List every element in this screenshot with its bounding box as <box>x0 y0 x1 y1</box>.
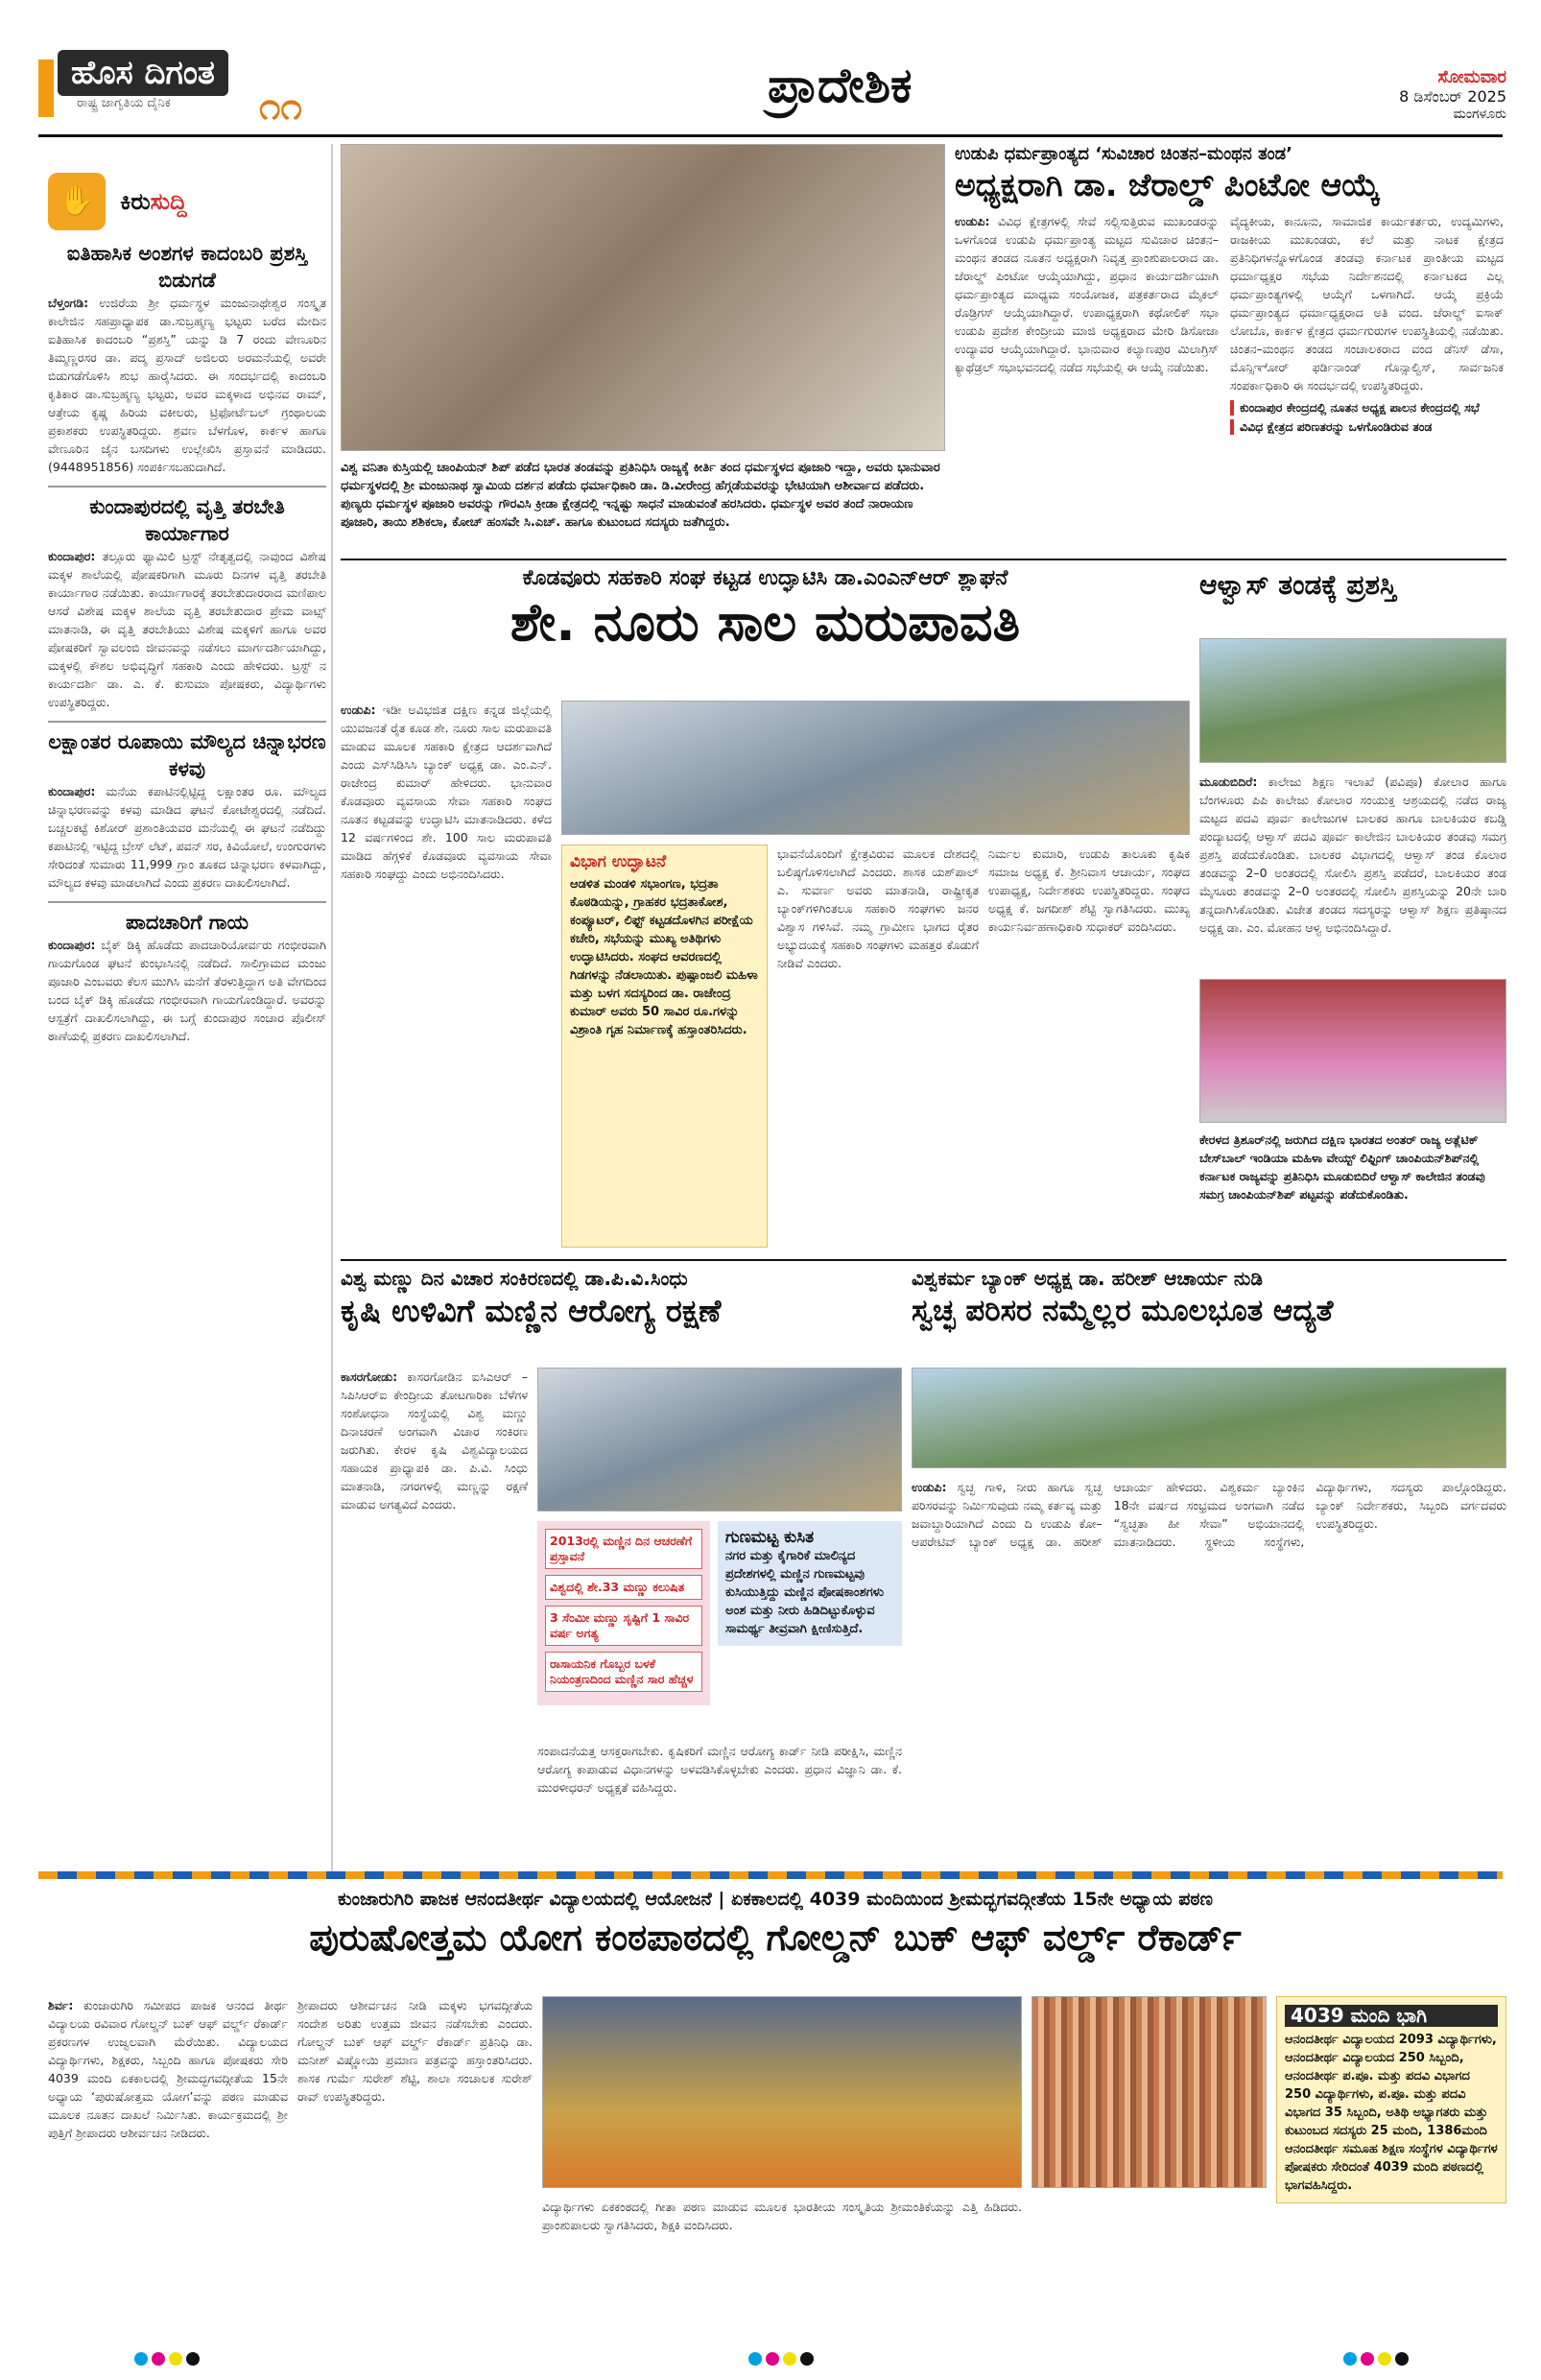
page-number: ೧೧ <box>259 84 302 129</box>
section-title: ಪ್ರಾದೇಶಿಕ <box>768 58 913 113</box>
soil-body-right: ಸಂಪಾದನೆಯತ್ತ ಆಸಕ್ತರಾಗಬೇಕು. ಕೃಷಿಕರಿಗೆ ಮಣ್ಣಿನ ಆರೋಗ್ಯ ಕಾರ್ಡ್ ನೀಡಿ ಪರೀಕ್ಷಿಸಿ, ಮಣ್ಣಿನ ಆರೋಗ್ಯ ಕಾಪಾಡುವ ವಿಧಾನಗಳನ್ನು ಅಳವಡಿಸಿಕೊಳ್ಳಬೇಕು ಎಂದರು. ಪ್ರಧಾನ ವಿಜ್ಞಾನಿ ಡಾ. ಕೆ. ಮುರಳೀಧರನ್ ಅಧ್ಯಕ್ಷತೆ ವಹಿಸಿದ್ದರು. <box>537 1744 902 1795</box>
logo-text: ಹೊಸ ದಿಗಂತ <box>58 50 228 96</box>
kodavoor-story <box>341 566 1190 655</box>
alvas-story <box>1199 566 1506 605</box>
bank-headline: ಸ್ವಚ್ಛ ಪರಿಸರ ನಮ್ಮೆಲ್ಲರ ಮೂಲಭೂತ ಆದ್ಯತೆ <box>912 1294 1334 1328</box>
infobox-body: ಆಡಳಿತ ಮಂಡಳಿ ಸಭಾಂಗಣ, ಭದ್ರತಾ ಕೊಠಡಿಯನ್ನು, ಗ್ರಾಹಕರ ಭದ್ರತಾಕೋಶ, ಕಂಪ್ಯೂಟರ್, ಲಿಫ್ಟ್ ಕಟ್ಟಡದೊಳಗಿನ ಪರೀಕ್ಷೆಯ ಕಚೇರಿ, ಸಭೆಯನ್ನು ಮುಖ್ಯ ಅತಿಥಿಗಳು ಉದ್ಘಾಟಿಸಿದರು. ಸಂಘದ ಆವರಣದಲ್ಲಿ ಗಿಡಗಳನ್ನು ನೆಡಲಾಯಿತು. ಪುಷ್ಪಾಂಜಲಿ ಮಹಿಳಾ ಮತ್ತು ಬಳಗ ಸದಸ್ಯರಿಂದ ಡಾ. ರಾಜೇಂದ್ರ ಕುಮಾರ್ ಅವರು 50 ಸಾವಿರ ರೂ.ಗಳನ್ನು ವಿಶ್ರಾಂತಿ ಗೃಹ ನಿರ್ಮಾಣಕ್ಕೆ ಹಸ್ತಾಂತರಿಸಿದರು. <box>570 877 758 1037</box>
yoga-body-mid: ಶ್ರೀಪಾದರು ಆಶೀರ್ವಚನ ನೀಡಿ ಮಕ್ಕಳು ಭಗವದ್ಗೀತೆಯ ಸಂದೇಶ ಅರಿತು ಉತ್ತಮ ಜೀವನ ನಡೆಸಬೇಕು ಎಂದರು. ಗೋಲ್ಡನ್ ಬುಕ್ ಆಫ್ ವರ್ಲ್ಡ್ ರೆಕಾರ್ಡ್ ಪ್ರತಿನಿಧಿ ಡಾ. ಮನೀಶ್ ವಿಷ್ಣೋಯಿ ಪ್ರಮಾಣ ಪತ್ರವನ್ನು ಹಸ್ತಾಂತರಿಸಿದರು. ಶಾಸಕ ಗುರ್ಮೆ ಸುರೇಶ್ ಶೆಟ್ಟಿ, ಶಾಲಾ ಸಂಚಾಲಕ ಸುರೇಶ್ ರಾವ್ ಉಪಸ್ಥಿತರಿದ್ದರು. <box>297 1998 533 2104</box>
yoga-body-right: ವಿದ್ಯಾರ್ಥಿಗಳು ಏಕಕಂಠದಲ್ಲಿ ಗೀತಾ ಪಠಣ ಮಾಡುವ ಮೂಲಕ ಭಾರತೀಯ ಸಂಸ್ಕೃತಿಯ ಶ್ರೀಮಂತಿಕೆಯನ್ನು ಎತ್ತಿ ಹಿಡಿದರು. ಪ್ರಾಂಶುಪಾಲರು ಸ್ವಾಗತಿಸಿದರು, ಶಿಕ್ಷಕಿ ವಂದಿಸಿದರು. <box>542 2200 1022 2232</box>
alvas-photo-1 <box>1199 638 1506 763</box>
alvas-caption: ಕೇರಳದ ತ್ರಿಶೂರ್‌ನಲ್ಲಿ ಜರುಗಿದ ದಕ್ಷಿಣ ಭಾರತದ ಅಂತರ್ ರಾಜ್ಯ ಅತ್ಲೆಟಿಕ್ ಬೇಸ್‌ಬಾಲ್ ಇಂಡಿಯಾ ಮಹಿಳಾ ವೇಯ್ಟ್ ಲಿಫ್ಟಿಂಗ್ ಚಾಂಪಿಯನ್‌ಶಿಪ್‌ನಲ್ಲಿ ಕರ್ನಾಟಕ ರಾಜ್ಯವನ್ನು ಪ್ರತಿನಿಧಿಸಿ ಮೂಡುಬಿದಿರೆ ಆಳ್ವಾಸ್ ಕಾಲೇಜಿನ ತಂಡವು ಸಮಗ್ರ ಚಾಂಪಿಯನ್‌ಶಿಪ್ ಪಟ್ಟವನ್ನು ಪಡೆದುಕೊಂಡಿತು. <box>1199 1132 1485 1202</box>
bank-photo <box>912 1368 1506 1468</box>
yoga-headline: ಪುರುಷೋತ್ತಮ ಯೋಗ ಕಂಠಪಾಠದಲ್ಲಿ ಗೋಲ್ಡನ್ ಬುಕ್ ಆಫ್ ವರ್ಲ್ಡ್ ರೆಕಾರ್ಡ್ <box>309 1916 1242 1959</box>
soil-headline: ಕೃಷಿ ಉಳಿವಿಗೆ ಮಣ್ಣಿನ ಆರೋಗ್ಯ ರಕ್ಷಣೆ <box>341 1293 722 1329</box>
masthead-accent-bar <box>38 60 54 117</box>
kodavoor-headline: ಶೇ. ನೂರು ಸಾಲ ಮರುಪಾವತಿ <box>510 592 1021 653</box>
kirusuddi-suffix: ಸುದ್ದಿ <box>150 188 187 215</box>
bank-dateline: ಉಡುಪಿ: <box>912 1480 947 1494</box>
yoga-divider-strip <box>38 1871 1503 1879</box>
udupi-point: ವಿವಿಧ ಕ್ಷೇತ್ರದ ಪರಿಣತರನ್ನು ಒಳಗೊಂಡಿರುವ ತಂಡ <box>1230 419 1504 435</box>
infobox-title: ವಿಭಾಗ ಉದ್ಘಾಟನೆ <box>570 852 667 871</box>
udupi-headline: ಅಧ್ಯಕ್ಷರಾಗಿ ಡಾ. ಜೆರಾಲ್ಡ್ ಪಿಂಟೋ ಆಯ್ಕೆ <box>955 166 1381 203</box>
yoga-story <box>48 1889 1503 1965</box>
brief-headline: ಐತಿಹಾಸಿಕ ಅಂಶಗಳ ಕಾದಂಬರಿ ಪ್ರಶಸ್ತಿ ಬಿಡುಗಡೆ <box>66 242 308 292</box>
alvas-body-text: ಕಾಲೇಜು ಶಿಕ್ಷಣ ಇಲಾಖೆ (ಪವಿಪೂ) ಕೋಲಾರ ಹಾಗೂ ಬೆಂಗಳೂರು ಪಿಪಿ ಕಾಲೇಜು ಕೋಲಾರ ಸಂಯುಕ್ತ ಆಶ್ರಯದಲ್ಲಿ ನಡೆದ ರಾಜ್ಯ ಮಟ್ಟದ ಪದವಿ ಪೂರ್ವ ಕಾಲೇಜುಗಳ ಬಾಲಕರ ಹಾಗೂ ಬಾಲಕಿಯರ ಕಬಡ್ಡಿ ಪಂದ್ಯಾಟದಲ್ಲಿ ಆಳ್ವಾಸ್ ಪದವಿ ಪೂರ್ವ ಕಾಲೇಜಿನ ಬಾಲಕಿಯರ ತಂಡವು ಸಮಗ್ರ ಪ್ರಶಸ್ತಿ ಪಡೆದುಕೊಂಡಿತು. ಬಾಲಕರ ವಿಭಾಗದಲ್ಲಿ ಆಳ್ವಾಸ್ ತಂಡ ಕೊಲಾರ ತಂಡವನ್ನು 2–0 ಅಂತರದಲ್ಲಿ ಸೋಲಿಸಿ ಪ್ರಶಸ್ತಿ ಪಡೆದರೆ, ಬಾಲಕಿಯರ ತಂಡ ಮೈಸೂರು ತಂಡವನ್ನು 2–0 ಅಂತರದಲ್ಲಿ ಸೋಲಿಸಿ ಪ್ರಶಸ್ತಿಯನ್ನು 20ನೇ ಬಾರಿ ತನ್ನದಾಗಿಸಿಕೊಂಡಿತು. ವಿಜೇತ ತಂಡದ ಸದಸ್ಯರನ್ನು ಆಳ್ವಾಸ್ ಶಿಕ್ಷಣ ಪ್ರತಿಷ್ಠಾನದ ಅಧ್ಯಕ್ಷ ಡಾ. ಎಂ. ಮೋಹನ ಆಳ್ವ ಅಭಿನಂದಿಸಿದ್ದಾರೆ. <box>1199 774 1506 935</box>
yoga-body-left-text: ಕುಂಜಾರುಗಿರಿ ಸಮೀಪದ ಪಾಜಕ ಆನಂದ ತೀರ್ಥ ವಿದ್ಯಾಲಯ ರವಿವಾರ ಗೋಲ್ಡನ್ ಬುಕ್ ಆಫ್ ವರ್ಲ್ಡ್ ರೆಕಾರ್ಡ್ ಪ್ರಕರಣಗಳ ಉಜ್ವಲವಾಗಿ ಮೆರೆಯಿತು. ವಿದ್ಯಾಲಯದ ವಿದ್ಯಾರ್ಥಿಗಳು, ಶಿಕ್ಷಕರು, ಸಿಬ್ಬಂದಿ ಹಾಗೂ ಪೋಷಕರು ಸೇರಿ 4039 ಮಂದಿ ಏಕಕಾಲದಲ್ಲಿ ಶ್ರೀಮದ್ಭಗವದ್ಗೀತೆಯ 15ನೇ ಅಧ್ಯಾಯ ‘ಪುರುಷೋತ್ತಮ ಯೋಗ’ವನ್ನು ಪಠಣ ಮಾಡುವ ಮೂಲಕ ನೂತನ ದಾಖಲೆ ನಿರ್ಮಿಸಿತು. ಕಾರ್ಯಕ್ರಮದಲ್ಲಿ ಶ್ರೀ ಪುತ್ತಿಗೆ ಶ್ರೀಪಾದರು ಆಶೀರ್ವಚನ ನೀಡಿದರು. <box>48 1998 288 2140</box>
yoga-crowd-photo <box>1031 1996 1267 2188</box>
brief-headline: ಪಾದಚಾರಿಗೆ ಗಾಯ <box>125 911 249 934</box>
masthead-rule <box>38 134 1503 137</box>
brief-body: ಉಜಿರೆಯ ಶ್ರೀ ಧರ್ಮಸ್ಥಳ ಮಂಜುನಾಥೇಶ್ವರ ಸಂಸ್ಕೃತ ಕಾಲೇಜಿನ ಸಹಪ್ರಾಧ್ಯಾಪಕ ಡಾ.ಸುಬ್ರಹ್ಮಣ್ಯ ಭಟ್ಟರು ಬರೆದ ಮೇದಿನ ಐತಿಹಾಸಿಕ ಕಾದಂಬರಿ “ಪ್ರಶಸ್ತಿ” ಯನ್ನು ಡಿ 7 ರಂದು ವೇಣೂರಿನ ತಿಮ್ಮಣ್ಣರಸರ ಡಾ. ಪದ್ಮ ಪ್ರಸಾದ್ ಅಜಿಲರು ಅರಮನೆಯಲ್ಲಿ ಅವರೇ ಬಿಡುಗಡೆಗೊಳಿಸಿ ಶುಭ ಹಾರೈಸಿದರು. ಈ ಸಂದರ್ಭದಲ್ಲಿ ಕಾದಂಬರಿ ಕೃತಿಕಾರ ಡಾ.ಸುಬ್ರಹ್ಮಣ್ಯ ಭಟ್ಟರು, ಅವರ ಮಕ್ಕಳಾದ ಅಭಿನವ ರಾಮ್, ಆತ್ರೇಯ ಕೃಷ್ಣ ಹಿರಿಯ ವಕೀಲರು, ಟ್ರಿಫೋರ್ಟೆಬಲ್ ಗ್ರಂಥಾಲಯ ಪ್ರಕಾಶಕರು ಉಪಸ್ಥಿತರಿದ್ದರು. ಶ್ರವಣ ಬೆಳಗೊಳ, ಕಾರ್ಕಳ ಹಾಗೂ ವೇಣೂರಿನ ಜೈನ ಬಸದಿಗಳು ಉಲ್ಲೇಖಿಸಿ ಪ್ರಸ್ತಾವನೆ ಮಾಡಿದರು. (9448951856) ಸಂಪರ್ಕಿಸಬಹುದಾಗಿದೆ. <box>48 296 326 474</box>
logo-tagline: ರಾಷ್ಟ್ರ ಜಾಗೃತಿಯ ದೈನಿಕ <box>77 96 171 110</box>
soil-body-left-text: ಕಾಸರಗೋಡಿನ ಐಸಿಎಆರ್ – ಸಿಪಿಸಿಆರ್‌ಐ ಕೇಂದ್ರೀಯ ತೋಟಗಾರಿಕಾ ಬೆಳೆಗಳ ಸಂಶೋಧನಾ ಸಂಸ್ಥೆಯಲ್ಲಿ ವಿಶ್ವ ಮಣ್ಣು ದಿನಾಚರಣೆ ಅಂಗವಾಗಿ ವಿಚಾರ ಸಂಕಿರಣ ಜರುಗಿತು. ಕೇರಳ ಕೃಷಿ ವಿಶ್ವವಿದ್ಯಾಲಯದ ಸಹಾಯಕ ಪ್ರಾಧ್ಯಾಪಕಿ ಡಾ. ಪಿ.ವಿ. ಸಿಂಧು ಮಾತನಾಡಿ, ನಗರಗಳಲ್ಲಿ ಮಣ್ಣನ್ನು ರಕ್ಷಣೆ ಮಾಡುವ ಅಗತ್ಯವಿದೆ ಎಂದರು. <box>341 1369 528 1511</box>
bank-body <box>912 1478 1506 1551</box>
kodavoor-body-right: ನಿರ್ಮಲ ಕುಮಾರಿ, ಉಡುಪಿ ತಾಲೂಕು ಕೃಷಿಕ ಸಮಾಜ ಅಧ್ಯಕ್ಷ ಕೆ. ಶ್ರೀನಿವಾಸ ಆಚಾರ್ಯ, ಸಂಘದ ಉಪಾಧ್ಯಕ್ಷ, ನಿರ್ದೇಶಕರು ಉಪಸ್ಥಿತರಿದ್ದರು. ಸಂಘದ ಅಧ್ಯಕ್ಷ ಕೆ. ಜಗದೀಶ್ ಶೆಟ್ಟಿ ಸ್ವಾಗತಿಸಿದರು. ಮುಖ್ಯ ಕಾರ್ಯನಿರ್ವಹಣಾಧಿಕಾರಿ ಸುಧಾಕರ್ ವಂದಿಸಿದರು. <box>988 846 1190 934</box>
issue-date: 8 ಡಿಸೆಂಬರ್ 2025 <box>1399 87 1506 106</box>
soil-fact: 3 ಸೆಂಮೀ ಮಣ್ಣು ಸೃಷ್ಟಿಗೆ 1 ಸಾವಿರ ವರ್ಷ ಅಗತ್ಯ <box>545 1606 702 1646</box>
soil-dateline: ಕಾಸರಗೋಡು: <box>341 1369 398 1384</box>
brief-body: ತಲ್ಲೂರು ಫ್ಯಾಮಿಲಿ ಟ್ರಸ್ಟ್ ನೇತೃತ್ವದಲ್ಲಿ ನಾವುಂದ ವಿಶೇಷ ಮಕ್ಕಳ ಶಾಲೆಯಲ್ಲಿ ಪೋಷಕರಿಗಾಗಿ ಮೂರು ದಿನಗಳ ವೃತ್ತಿ ತರಬೇತಿ ಕಾರ್ಯಾಗಾರ ನಡೆಯಿತು. ಕಾರ್ಯಾಗಾರಕ್ಕೆ ತರಬೇತುದಾರರಾದ ಮಣಿಪಾಲ ಆಸರೆ ವಿಶೇಷ ಮಕ್ಕಳ ಶಾಲೆಯ ವೃತ್ತಿ ತರಬೇತುದಾರ ಪ್ರೇಮ ವಾಟ್ಸ್ ಮಾತನಾಡಿ, ಈ ವೃತ್ತಿ ತರಬೇತಿಯು ವಿಶೇಷ ಮಕ್ಕಳಿಗೆ ಹಾಗೂ ಅವರ ಪೋಷಕರಿಗೆ ಸ್ವಾವಲಂಬಿ ಜೀವನವನ್ನು ನಡೆಸಲು ಮಾರ್ಗದರ್ಶಿಯಾಗಿದ್ದು, ಮಕ್ಕಳಲ್ಲಿ ಕೌಶಲ ಅಭಿವೃದ್ಧಿಗೆ ಸಹಕಾರಿ ಎಂದು ಹೇಳಿದರು. ಟ್ರಸ್ಟ್ ನ ಕಾರ್ಯದರ್ಶಿ ಡಾ. ಎ. ಕೆ. ಕುಸುಮಾ ಪೋಷಕರು, ವಿದ್ಯಾರ್ಥಿಗಳು ಉಪಸ್ಥಿತರಿದ್ದರು. <box>48 549 326 709</box>
brief-dateline: ಬೆಳ್ತಂಗಡಿ: <box>48 296 89 310</box>
brief-item <box>48 240 326 476</box>
yoga-participants-box <box>1276 1996 1506 2203</box>
soil-photo <box>537 1368 902 1511</box>
quality-body: ನಗರ ಮತ್ತು ಕೈಗಾರಿಕೆ ಮಾಲಿನ್ಯದ ಪ್ರದೇಶಗಳಲ್ಲಿ ಮಣ್ಣಿನ ಗುಣಮಟ್ಟವು ಕುಸಿಯುತ್ತಿದ್ದು ಮಣ್ಣಿನ ಪೋಷಕಾಂಶಗಳು ಅಂಶ ಮತ್ತು ನೀರು ಹಿಡಿದಿಟ್ಟುಕೊಳ್ಳುವ ಸಾಮರ್ಥ್ಯ ತೀವ್ರವಾಗಿ ಕ್ಷೀಣಿಸುತ್ತಿದೆ. <box>725 1549 884 1636</box>
brief-dateline: ಕುಂದಾಪುರ: <box>48 784 96 798</box>
soil-fact: ರಾಸಾಯನಿಕ ಗೊಬ್ಬರ ಬಳಕೆ ನಿಯಂತ್ರಣದಿಂದ ಮಣ್ಣಿನ ಸಾರ ಹೆಚ್ಚಳ <box>545 1652 702 1692</box>
participants-body: ಆನಂದತೀರ್ಥ ವಿದ್ಯಾಲಯದ 2093 ವಿದ್ಯಾರ್ಥಿಗಳು, ಆನಂದತೀರ್ಥ ವಿದ್ಯಾಲಯದ 250 ಸಿಬ್ಬಂದಿ, ಆನಂದತೀರ್ಥ ಪ.ಪೂ. ಮತ್ತು ಪದವಿ ವಿಭಾಗದ 250 ವಿದ್ಯಾರ್ಥಿಗಳು, ಪ.ಪೂ. ಮತ್ತು ಪದವಿ ವಿಭಾಗದ 35 ಸಿಬ್ಬಂದಿ, ಅತಿಥಿ ಅಭ್ಯಾಗತರು ಮತ್ತು ಕುಟುಂಬದ ಸದಸ್ಯರು 25 ಮಂದಿ, 1386ಮಂದಿ ಆನಂದತೀರ್ಥ ಸಮೂಹ ಶಿಕ್ಷಣ ಸಂಸ್ಥೆಗಳ ವಿದ್ಯಾರ್ಥಿಗಳ ಪೋಷಕರು ಸೇರಿದಂತೆ 4039 ಮಂದಿ ಪಠಣದಲ್ಲಿ ಭಾಗವಹಿಸಿದ್ದರು. <box>1285 2033 1498 2193</box>
dateline-box <box>1286 67 1506 122</box>
bank-kicker: ವಿಶ್ವಕರ್ಮ ಬ್ಯಾಂಕ್ ಅಧ್ಯಕ್ಷ ಡಾ. ಹರೀಶ್ ಆಚಾರ್ಯ ನುಡಿ <box>912 1267 1263 1290</box>
alvas-photo-2 <box>1199 979 1506 1123</box>
yoga-dateline: ಶಿರ್ವ: <box>48 1998 74 2012</box>
brief-item <box>48 486 326 711</box>
soil-facts-box <box>537 1521 710 1705</box>
brief-dateline: ಕುಂದಾಪುರ: <box>48 938 96 952</box>
masthead-logo[interactable] <box>58 50 403 127</box>
kirusuddi-prefix: ಕಿರು <box>120 188 151 215</box>
alvas-headline: ಆಳ್ವಾಸ್ ತಂಡಕ್ಕೆ ಪ್ರಶಸ್ತಿ <box>1199 569 1397 601</box>
brief-headline: ಲಕ್ಷಾಂತರ ರೂಪಾಯಿ ಮೌಲ್ಯದ ಚಿನ್ನಾಭರಣ ಕಳವು <box>48 730 326 780</box>
alvas-dateline: ಮೂಡುಬಿದಿರೆ: <box>1199 774 1258 789</box>
section-rule <box>341 1259 1506 1261</box>
hand-icon: ✋ <box>48 173 106 230</box>
kodavoor-photo <box>561 701 1190 835</box>
kodavoor-infobox <box>561 845 768 1248</box>
participants-title: 4039 ಮಂದಿ ಭಾಗಿ <box>1285 2005 1498 2027</box>
udupi-story <box>955 144 1506 435</box>
column-divider <box>331 144 333 1871</box>
kodavoor-body-left <box>341 701 552 883</box>
registration-marks-right <box>1343 2351 1412 2369</box>
brief-body: ಮನೆಯ ಕಪಾಟಿನಲ್ಲಿಟ್ಟಿದ್ದ ಲಕ್ಷಾಂತರ ರೂ. ಮೌಲ್ಯದ ಚಿನ್ನಾಭರಣವನ್ನು ಕಳವು ಮಾಡಿದ ಘಟನೆ ಕೋಟೇಶ್ವರದಲ್ಲಿ ನಡೆದಿದೆ. ಬಚ್ಚಲಕಟ್ಟೆ ಕಿಶೋರ್ ಪ್ರಶಾಂತಿಯವರ ಮನೆಯಲ್ಲಿ ಈ ಘಟನೆ ನಡೆದಿದ್ದು ಕಪಾಟಿನಲ್ಲಿ ಇಟ್ಟಿದ್ದ ಬ್ರೇಸ್ ಲೆಟ್, ಪವನ್ ಸರ, ಕಿವಿಯೋಲೆ, ಉಂಗುರಗಳು ಸೇರಿದಂತೆ ಸುಮಾರು 11,999 ಗ್ರಾಂ ತೂಕದ ಚಿನ್ನಾಭರಣ ಕಳವಾಗಿದ್ದು, ಮೌಲ್ಯದ ಕಳವು ಮಾಡಲಾಗಿದೆ ಎಂದು ಪ್ರಕರಣ ದಾಖಲಿಸಲಾಗಿದೆ. <box>48 784 326 890</box>
kodavoor-body-mid: ಭಾವನೆಯೊಂದಿಗೆ ಕ್ಷೇತ್ರವಿರುವ ಮೂಲಕ ದೇಶದಲ್ಲಿ ಬಲಿಷ್ಠಗೊಳಿಸಲಾಗಿದೆ ಎಂದರು. ಶಾಸಕ ಯಶ್‌ಪಾಲ್ ಎ. ಸುವರ್ಣ ಅವರು ಮಾತನಾಡಿ, ರಾಷ್ಟ್ರೀಕೃತ ಬ್ಯಾಂಕ್‌ಗಳಿಗಿಂತಲೂ ಸಹಕಾರಿ ಸಂಘಗಳು ಜನರ ವಿಶ್ವಾಸ ಗಳಿಸಿವೆ. ನಮ್ಮ ಗ್ರಾಮೀಣ ಭಾಗದ ರೈತರ ಅಭ್ಯುದಯಕ್ಕೆ ಸಹಕಾರಿ ಸಂಘಗಳು ಮಹತ್ತರ ಕೊಡುಗೆ ನೀಡಿವೆ ಎಂದರು. <box>777 846 979 970</box>
alvas-body <box>1199 773 1506 937</box>
udupi-kicker: ಉಡುಪಿ ಧರ್ಮಪ್ರಾಂತ್ಯದ ‘ಸುವಿಚಾರ ಚಿಂತನ–ಮಂಥನ ತಂಡ’ <box>955 144 1292 164</box>
yoga-stage-photo <box>542 1996 1022 2188</box>
section-rule <box>341 559 1506 560</box>
udupi-body-left: ವಿವಿಧ ಕ್ಷೇತ್ರಗಳಲ್ಲಿ ಸೇವೆ ಸಲ್ಲಿಸುತ್ತಿರುವ ಮುಖಂಡರನ್ನು ಒಳಗೊಂಡ ಉಡುಪಿ ಧರ್ಮಪ್ರಾಂತ್ಯ ಮಟ್ಟದ ಸುವಿಚಾರ ಚಿಂತನ–ಮಂಥನ ತಂಡದ ನೂತನ ಅಧ್ಯಕ್ಷರಾಗಿ ನಿವೃತ್ತ ಪ್ರಾಂಶುಪಾಲರಾದ ಡಾ. ಜೆರಾಲ್ಡ್ ಪಿಂಟೋ ಆಯ್ಕೆಯಾಗಿದ್ದು, ಪ್ರಧಾನ ಕಾರ್ಯದರ್ಶಿಯಾಗಿ ಧರ್ಮಪ್ರಾಂತ್ಯದ ಮಾಧ್ಯಮ ಸಂಯೋಜಕ, ಪತ್ರಕರ್ತರಾದ ಮೈಕಲ್ ರೊಡ್ರಿಗಸ್ ಆಯ್ಕೆಯಾಗಿದ್ದಾರೆ. ಉಪಾಧ್ಯಕ್ಷರಾಗಿ ಕಥೋಲಿಕ್ ಸಭಾ ಉಡುಪಿ ಪ್ರದೇಶ ಕೇಂದ್ರೀಯ ಮಾಜಿ ಅಧ್ಯಕ್ಷರಾದ ಮೇರಿ ಡಿಸೋಜಾ ಉದ್ಯಾವರ ಆಯ್ಕೆಯಾಗಿದ್ದಾರೆ. ಭಾನುವಾರ ಕಲ್ಯಾಣಪುರ ಮಿಲಾಗ್ರಿಸ್ ಕ್ಯಾಥೆಡ್ರಲ್ ಸಭಾಭವನದಲ್ಲಿ ನಡೆದ ಸಭೆಯಲ್ಲಿ ಈ ಆಯ್ಕೆ ನಡೆಯಿತು. <box>955 214 1219 374</box>
soil-body-left <box>341 1368 528 1513</box>
kirusuddi-header <box>48 173 278 221</box>
brief-item <box>48 721 326 892</box>
dharmasthala-caption: ವಿಶ್ವ ವನಿತಾ ಕುಸ್ತಿಯಲ್ಲಿ ಚಾಂಪಿಯನ್ ಶಿಪ್ ಪಡೆದ ಭಾರತ ತಂಡವನ್ನು ಪ್ರತಿನಿಧಿಸಿ ರಾಜ್ಯಕ್ಕೆ ಕೀರ್ತಿ ತಂದ ಧರ್ಮಸ್ಥಳದ ಪೂಜಾರಿ ಇದ್ದಾ, ಅವರು ಭಾನುವಾರ ಧರ್ಮಸ್ಥಳದಲ್ಲಿ ಶ್ರೀ ಮಂಜುನಾಥ ಸ್ವಾಮಿಯ ದರ್ಶನ ಪಡೆದು ಧರ್ಮಾಧಿಕಾರಿ ಡಾ. ಡಿ.ವೀರೇಂದ್ರ ಹೆಗ್ಗಡೆಯವರನ್ನು ಭೇಟಿಯಾಗಿ ಆಶೀರ್ವಾದ ಪಡೆದರು. ಪುಣ್ಯರು ಧರ್ಮಸ್ಥಳ ಪೂಜಾರಿ ಅವರನ್ನು ಗೌರವಿಸಿ ಕ್ರೀಡಾ ಕ್ಷೇತ್ರದಲ್ಲಿ ಇನ್ನಷ್ಟು ಸಾಧನೆ ಮಾಡುವಂತೆ ಹರಸಿದರು. ಧರ್ಮಸ್ಥಳ ಅವರ ತಂದೆ ನಾರಾಯಣ ಪೂಜಾರಿ, ತಾಯಿ ಶಶಿಕಲಾ, ಕೋಚ್ ಹಂಸವೇ ಸಿ.ಎಚ್. ಹಾಗೂ ಕುಟುಂಬದ ಸದಸ್ಯರು ಜತೆಗಿದ್ದರು. <box>341 461 940 530</box>
yoga-body-left <box>48 1996 288 2142</box>
soil-kicker: ವಿಶ್ವ ಮಣ್ಣು ದಿನ ವಿಚಾರ ಸಂಕಿರಣದಲ್ಲಿ ಡಾ.ಪಿ.ವಿ.ಸಿಂಧು <box>341 1267 688 1290</box>
brief-body: ಬೈಕ್ ಡಿಕ್ಕಿ ಹೊಡೆದು ಪಾದಚಾರಿಯೋರ್ವರು ಗಂಭೀರವಾಗಿ ಗಾಯಗೊಂಡ ಘಟನೆ ಕುಂಭಾಸಿನಲ್ಲಿ ನಡೆದಿದೆ. ಸಾಲಿಗ್ರಾಮದ ಮಂಜು ಪೂಜಾರಿ ಎಂಬವರು ಕೆಲಸ ಮುಗಿಸಿ ಮನೆಗೆ ತೆರಳುತ್ತಿದ್ದಾಗ ಅತಿ ವೇಗದಿಂದ ಬಂದ ಬೈಕ್ ಡಿಕ್ಕಿ ಹೊಡೆದು ಗಂಭೀರವಾಗಿ ಗಾಯಗೊಂಡಿದ್ದಾರೆ. ಅವರನ್ನು ಆಸ್ಪತ್ರೆಗೆ ದಾಖಲಿಸಲಾಗಿದ್ದು, ಈ ಬಗ್ಗೆ ಕುಂದಾಪುರ ಸಂಚಾರ ಪೊಲೀಸ್ ಠಾಣೆಯಲ್ಲಿ ಪ್ರಕರಣ ದಾಖಲಿಸಲಾಗಿದೆ. <box>48 938 326 1043</box>
registration-marks-left <box>134 2351 203 2369</box>
issue-city: ಮಂಗಳೂರು <box>1453 107 1506 122</box>
udupi-body-right: ವೈದ್ಯಕೀಯ, ಕಾನೂನು, ಸಾಮಾಜಿಕ ಕಾರ್ಯಕರ್ತರು, ಉದ್ಯಮಿಗಳು, ರಾಜಕೀಯ ಮುಖಂಡರು, ಕಲೆ ಮತ್ತು ನಾಟಕ ಕ್ಷೇತ್ರದ ಪ್ರತಿನಿಧಿಗಳನ್ನೊಳಗೊಂಡ ತಂಡವು ಕರ್ನಾಟಕ ಪ್ರಾಂತೀಯ ಮಟ್ಟದ ಧರ್ಮಾಧ್ಯಕ್ಷರ ಸಭೆಯ ನಿರ್ದೇಶನದಲ್ಲಿ ಕರ್ನಾಟಕದ ಎಲ್ಲ ಧರ್ಮಪ್ರಾಂತ್ಯಗಳಲ್ಲಿ ಆಯ್ಕೆಗೆ ಒಳಗಾಗಿದೆ. ಆಯ್ಕೆ ಪ್ರಕ್ರಿಯೆ ಧರ್ಮಪ್ರಾಂತ್ಯದ ಧರ್ಮಾಧ್ಯಕ್ಷರಾದ ಅತಿ ವಂದ. ಜೆರಾಲ್ಡ್ ಐಸಾಕ್ ಲೋಬೊ, ಕಾರ್ಕಳ ಕ್ಷೇತ್ರದ ಧರ್ಮಗುರುಗಳ ಉಪಸ್ಥಿತಿಯಲ್ಲಿ ನಡೆಯಿತು. ಚಿಂತನ–ಮಂಥನ ತಂಡದ ಸಂಚಾಲಕರಾದ ವಂದ ಡೆನಿಸ್ ಡೆಸಾ, ಮೊನ್ಸಿಞೋರ್ ಫರ್ಡಿನಾಂಡ್ ಗೊನ್ಸಾಲ್ವಿಸ್, ಸಾರ್ವಜನಿಕ ಸಂಪರ್ಕಾಧಿಕಾರಿ ಈ ಸಂದರ್ಭದಲ್ಲಿ ಉಪಸ್ಥಿತರಿದ್ದರು. <box>1230 214 1504 393</box>
issue-day: ಸೋಮವಾರ <box>1437 67 1506 87</box>
brief-list <box>48 240 326 1045</box>
brief-dateline: ಕುಂದಾಪುರ: <box>48 549 96 563</box>
quality-title: ಗುಣಮಟ್ಟ ಕುಸಿತ <box>725 1528 815 1547</box>
soil-fact: 2013ರಲ್ಲಿ ಮಣ್ಣಿನ ದಿನ ಆಚರಣೆಗೆ ಪ್ರಸ್ತಾವನೆ <box>545 1529 702 1569</box>
brief-headline: ಕುಂದಾಪುರದಲ್ಲಿ ವೃತ್ತಿ ತರಬೇತಿ ಕಾರ್ಯಾಗಾರ <box>89 495 285 545</box>
soil-story <box>341 1267 902 1332</box>
udupi-dateline: ಉಡುಪಿ: <box>955 214 990 228</box>
kodavoor-body-left-text: ಇಡೀ ಅವಿಭಜಿತ ದಕ್ಷಿಣ ಕನ್ನಡ ಜಿಲ್ಲೆಯಲ್ಲಿ ಯುವಜನತೆ ರೈತ ಕೂಡ ಶೇ. ನೂರು ಸಾಲ ಮರುಪಾವತಿ ಮಾಡುವ ಮೂಲಕ ಸಹಕಾರಿ ಕ್ಷೇತ್ರದ ಆದರ್ಶವಾಗಿದೆ ಎಂದು ಎಸ್‌ಸಿಡಿಸಿಸಿ ಬ್ಯಾಂಕ್ ಅಧ್ಯಕ್ಷ ಡಾ. ಎಂ.ಎನ್. ರಾಜೇಂದ್ರ ಕುಮಾರ್ ಹೇಳಿದರು. ಭಾನುವಾರ ಕೊಡವೂರು ವ್ಯವಸಾಯ ಸೇವಾ ಸಹಕಾರಿ ಸಂಘದ ನೂತನ ಕಟ್ಟಡವನ್ನು ಉದ್ಘಾಟಿಸಿ ಮಾತನಾಡಿದರು. ಕಳೆದ 12 ವರ್ಷಗಳಿಂದ ಶೇ. 100 ಸಾಲ ಮರುಪಾವತಿ ಮಾಡಿದ ಹೆಗ್ಗಳಿಕೆ ಕೊಡವೂರು ವ್ಯವಸಾಯ ಸೇವಾ ಸಹಕಾರಿ ಸಂಘದ್ದು ಎಂದು ಅಭಿನಂದಿಸಿದರು. <box>341 702 552 881</box>
registration-marks-center <box>748 2351 818 2369</box>
kodavoor-dateline: ಉಡುಪಿ: <box>341 702 376 717</box>
bank-body-text: ಸ್ವಚ್ಛ ಗಾಳಿ, ನೀರು ಹಾಗೂ ಸ್ವಚ್ಛ ಪರಿಸರವನ್ನು ನಿರ್ಮಿಸುವುದು ನಮ್ಮ ಕರ್ತವ್ಯ ಮತ್ತು ಜವಾಬ್ದಾರಿಯಾಗಿದೆ ಎಂದು ದಿ ಉಡುಪಿ ಕೋ–ಆಪರೇಟಿವ್ ಬ್ಯಾಂಕ್ ಅಧ್ಯಕ್ಷ ಡಾ. ಹರೀಶ್ ಆಚಾರ್ಯ ಹೇಳಿದರು. ವಿಶ್ವಕರ್ಮ ಬ್ಯಾಂಕಿನ 18ನೇ ವರ್ಷದ ಸಂಭ್ರಮದ ಅಂಗವಾಗಿ ನಡೆದ “ಸ್ವಚ್ಛತಾ ಹೀ ಸೇವಾ” ಅಭಿಯಾನದಲ್ಲಿ ಮಾತನಾಡಿದರು. ಸ್ಥಳೀಯ ಸಂಸ್ಥೆಗಳು, ವಿದ್ಯಾರ್ಥಿಗಳು, ಸದಸ್ಯರು ಪಾಲ್ಗೊಂಡಿದ್ದರು. ಬ್ಯಾಂಕ್ ನಿರ್ದೇಶಕರು, ಸಿಬ್ಬಂದಿ ವರ್ಗದವರು ಉಪಸ್ಥಿತರಿದ್ದರು. <box>912 1480 1506 1549</box>
udupi-point: ಕುಂದಾಪುರ ಕೇಂದ್ರದಲ್ಲಿ ನೂತನ ಅಧ್ಯಕ್ಷ ಪಾಲನ ಕೇಂದ್ರದಲ್ಲಿ ಸಭೆ <box>1230 400 1504 416</box>
bank-story <box>912 1267 1506 1332</box>
soil-fact: ವಿಶ್ವದಲ್ಲಿ ಶೇ.33 ಮಣ್ಣು ಕಲುಷಿತ <box>545 1575 702 1600</box>
kodavoor-kicker: ಕೊಡವೂರು ಸಹಕಾರಿ ಸಂಘ ಕಟ್ಟಡ ಉದ್ಘಾಟಿಸಿ ಡಾ.ಎಂಎನ್‌ಆರ್ ಶ್ಲಾಘನೆ <box>522 566 1008 590</box>
brief-item <box>48 901 326 1045</box>
dharmasthala-photo <box>341 144 945 451</box>
soil-quality-box <box>718 1521 902 1646</box>
yoga-kicker: ಕುಂಜಾರುಗಿರಿ ಪಾಜಕ ಆನಂದತೀರ್ಥ ವಿದ್ಯಾಲಯದಲ್ಲಿ ಆಯೋಜನೆ | ಏಕಕಾಲದಲ್ಲಿ 4039 ಮಂದಿಯಿಂದ ಶ್ರೀಮದ್ಭಗವದ್ಗೀತೆಯ 15ನೇ ಅಧ್ಯಾಯ ಪಠಣ <box>338 1889 1213 1910</box>
